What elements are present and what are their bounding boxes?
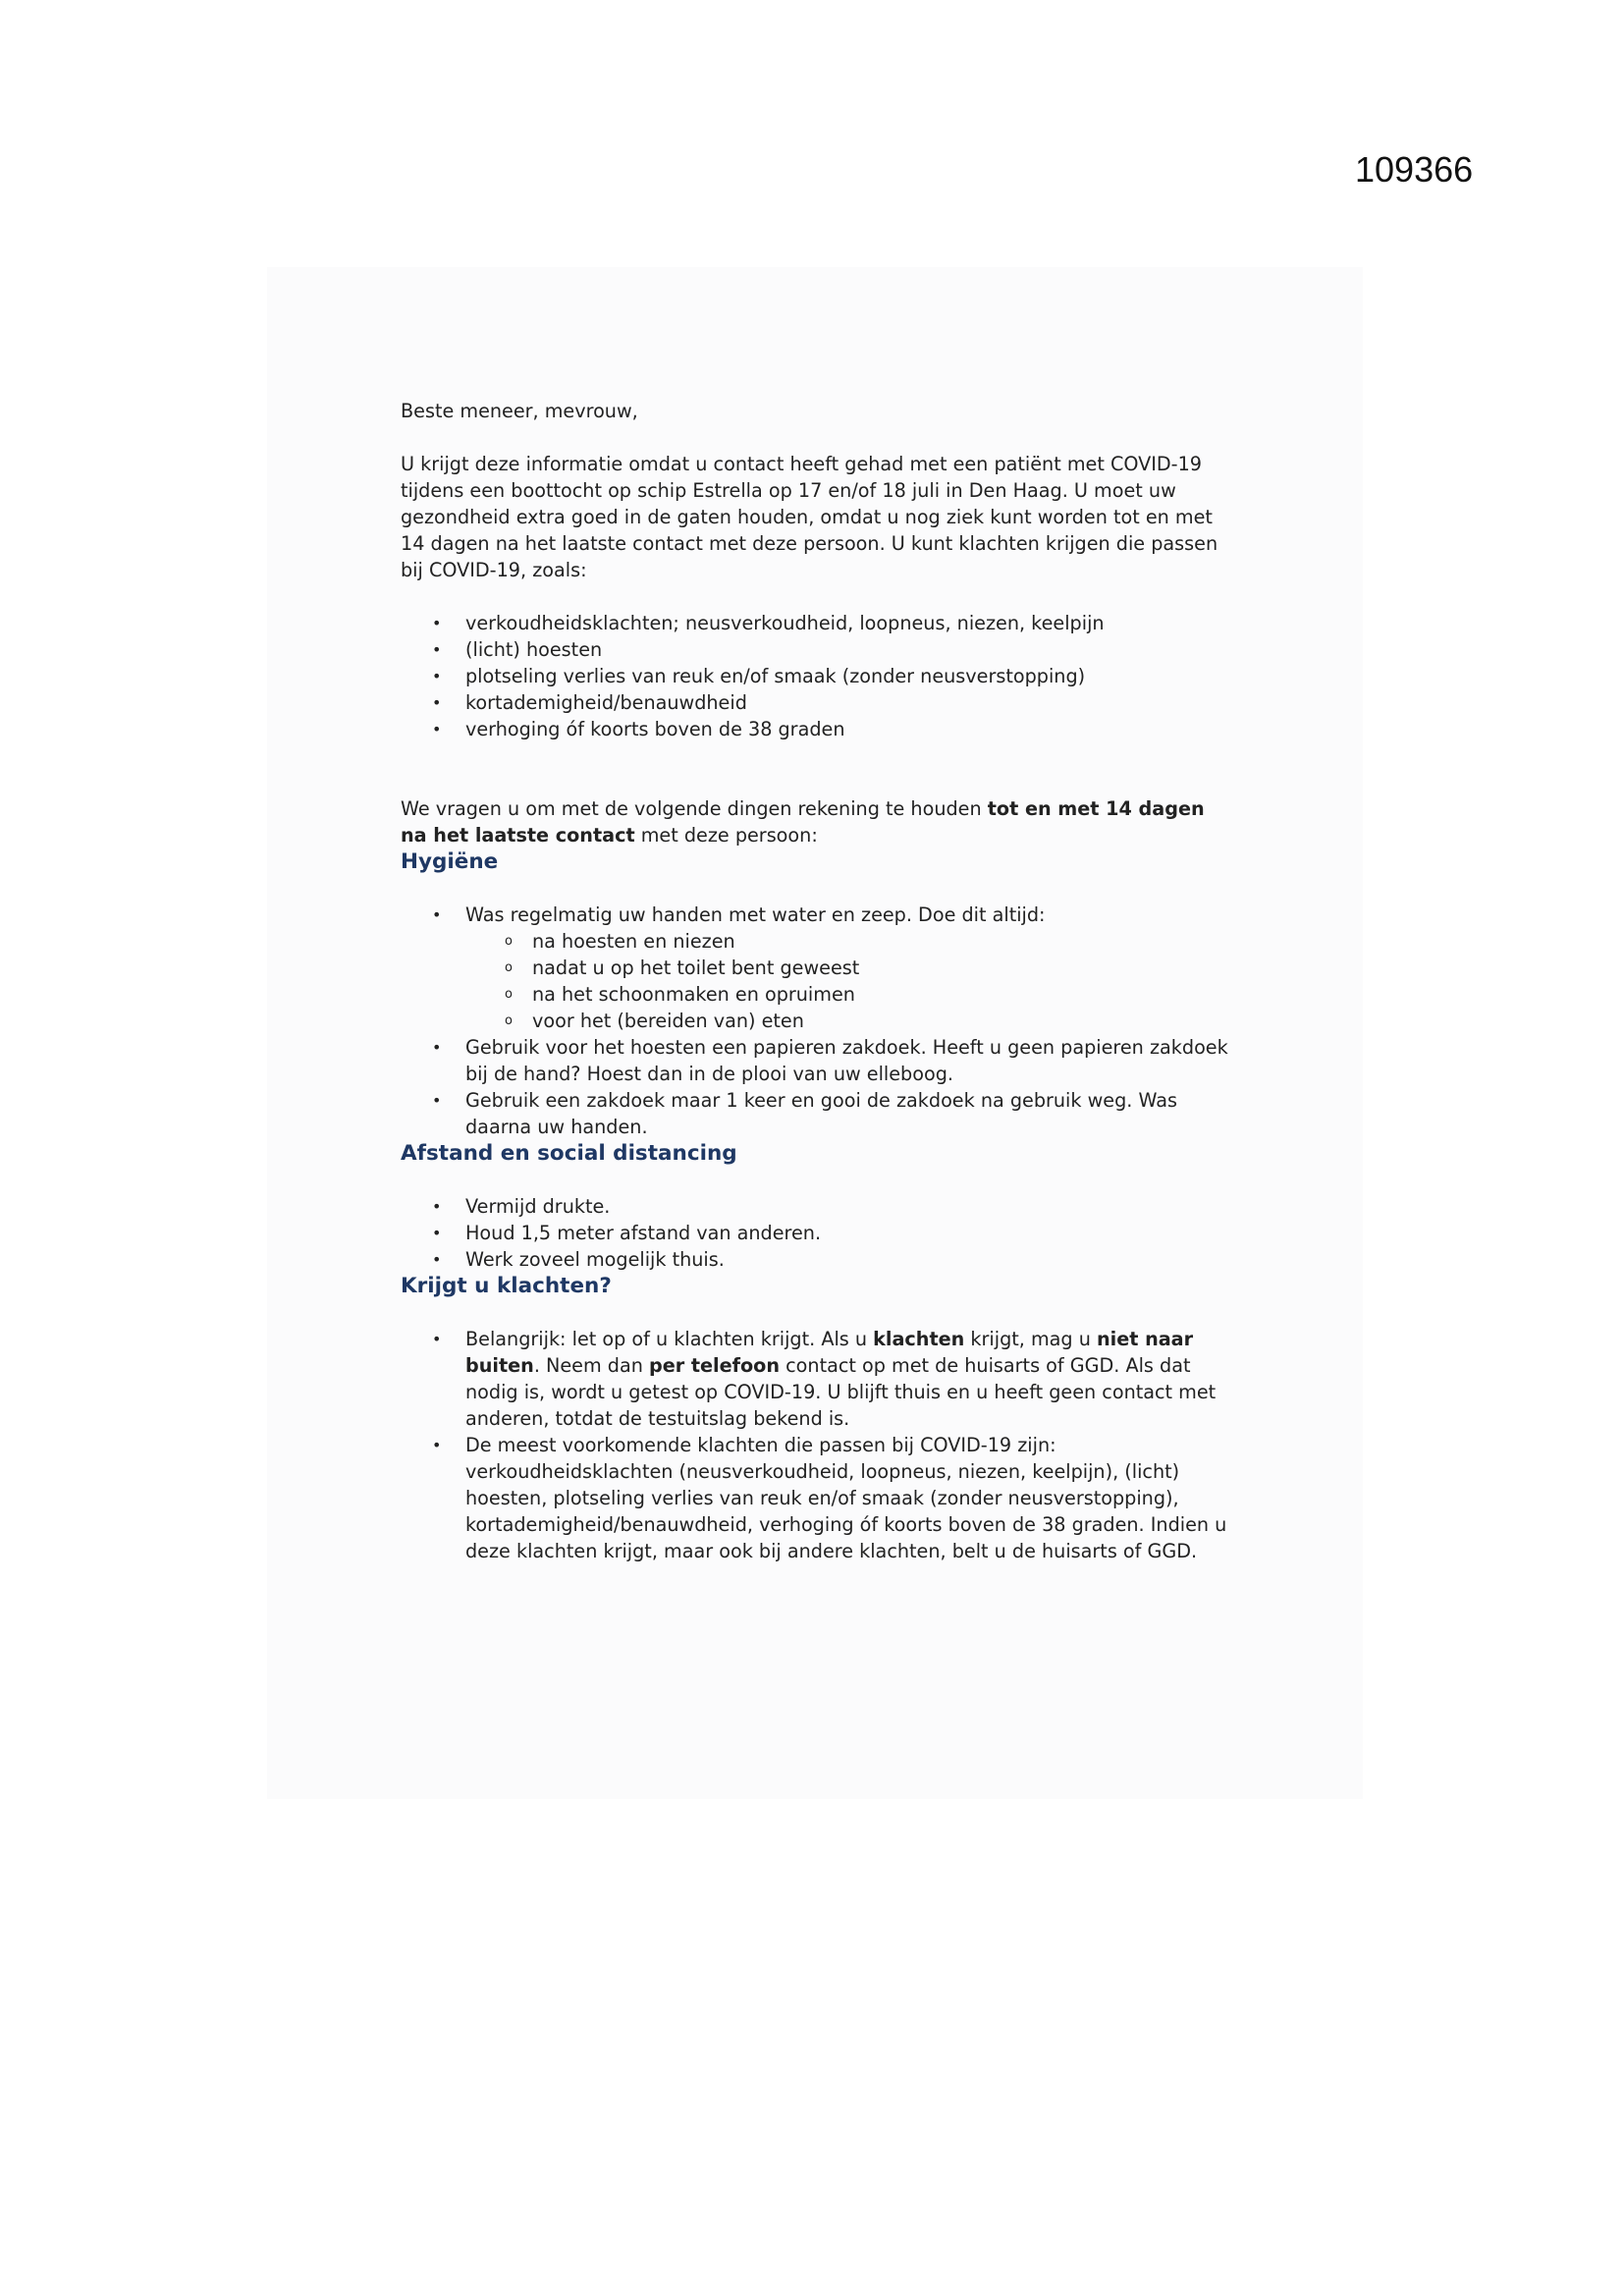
request-bold: tot en met 14 dagen na het laatste contact bbox=[401, 797, 1205, 847]
complaints-list bbox=[401, 1326, 1235, 1564]
list-item: • Houd 1,5 meter afstand van anderen. bbox=[401, 1220, 1235, 1246]
list-item: • plotseling verlies van reuk en/of smaak (zonder neusverstopping) bbox=[401, 663, 1235, 689]
distance-heading: Afstand en social distancing bbox=[401, 1141, 737, 1166]
text-run: krijgt, mag u bbox=[964, 1328, 1097, 1350]
text-run: . Neem dan bbox=[533, 1354, 649, 1377]
text-run: Belangrijk: let op of u klachten krijgt. Als u bbox=[465, 1328, 874, 1350]
list-item: • verkoudheidsklachten; neusverkoudheid, loopneus, niezen, keelpijn bbox=[401, 610, 1235, 636]
distance-list bbox=[401, 1193, 1235, 1273]
list-item: • Werk zoveel mogelijk thuis. bbox=[401, 1246, 1235, 1273]
list-item: • Vermijd drukte. bbox=[401, 1193, 1235, 1220]
document-number: 109366 bbox=[1355, 149, 1474, 190]
sub-list-item: o na het schoonmaken en opruimen bbox=[465, 981, 1235, 1008]
intro-paragraph: U krijgt deze informatie omdat u contact heeft gehad met een patiënt met COVID-19 tijdens een boottocht op schip Estrella op 17 en/of 18 juli in Den Haag. U moet uw gezondheid extra goed in de gaten houden, omdat u nog ziek kunt worden tot en met 14 dagen na het laatste contact met deze persoon. U kunt klachten krijgen die passen bij COVID-19, zoals: bbox=[401, 453, 1218, 581]
list-item: • (licht) hoesten bbox=[401, 636, 1235, 663]
request-paragraph bbox=[401, 795, 1235, 848]
sub-list-item: o voor het (bereiden van) eten bbox=[465, 1008, 1235, 1034]
symptom-list bbox=[401, 610, 1235, 742]
letter-body bbox=[401, 398, 1235, 1564]
list-item: • verhoging óf koorts boven de 38 graden bbox=[401, 716, 1235, 742]
text-run: contact op met de huisarts of GGD. Als dat nodig is, wordt u getest op COVID-19. U blijft thuis en u heeft geen contact met anderen, totdat de testuitslag bekend is. bbox=[465, 1354, 1217, 1430]
salutation: Beste meneer, mevrouw, bbox=[401, 400, 638, 422]
list-item: • De meest voorkomende klachten die passen bij COVID-19 zijn: verkoudheidsklachten (neusverkoudheid, loopneus, niezen, keelpijn), (licht) hoesten, plotseling verlies van reuk en/of smaak (zonder neusverstopping), kortademigheid/benauwdheid, verhoging óf koorts boven de 38 graden. Indien u deze klachten krijgt, maar ook bij andere klachten, belt u de huisarts of GGD. bbox=[401, 1432, 1235, 1564]
complaints-heading: Krijgt u klachten? bbox=[401, 1274, 612, 1298]
request-text: We vragen u om met de volgende dingen rekening te houden bbox=[401, 797, 988, 820]
sub-list-item: o nadat u op het toilet bent geweest bbox=[465, 955, 1235, 981]
list-item: • Gebruik voor het hoesten een papieren zakdoek. Heeft u geen papieren zakdoek bij de hand? Hoest dan in de plooi van uw elleboog. bbox=[401, 1034, 1235, 1087]
hygiene-list bbox=[401, 902, 1235, 1140]
wash-moments-list bbox=[465, 928, 1235, 1034]
wash-instruction: Was regelmatig uw handen met water en zeep. Doe dit altijd: bbox=[465, 903, 1046, 926]
list-item: • Gebruik een zakdoek maar 1 keer en gooi de zakdoek na gebruik weg. Was daarna uw handen. bbox=[401, 1087, 1235, 1140]
request-text-end: met deze persoon: bbox=[634, 824, 818, 847]
sub-list-item: o na hoesten en niezen bbox=[465, 928, 1235, 955]
list-item bbox=[401, 1326, 1235, 1432]
bold-run: per telefoon bbox=[648, 1354, 781, 1377]
hygiene-heading: Hygiëne bbox=[401, 849, 499, 874]
bold-run: niet naar buiten bbox=[465, 1328, 1194, 1377]
list-item bbox=[401, 902, 1235, 1034]
list-item: • kortademigheid/benauwdheid bbox=[401, 689, 1235, 716]
bold-run: klachten bbox=[873, 1328, 965, 1350]
